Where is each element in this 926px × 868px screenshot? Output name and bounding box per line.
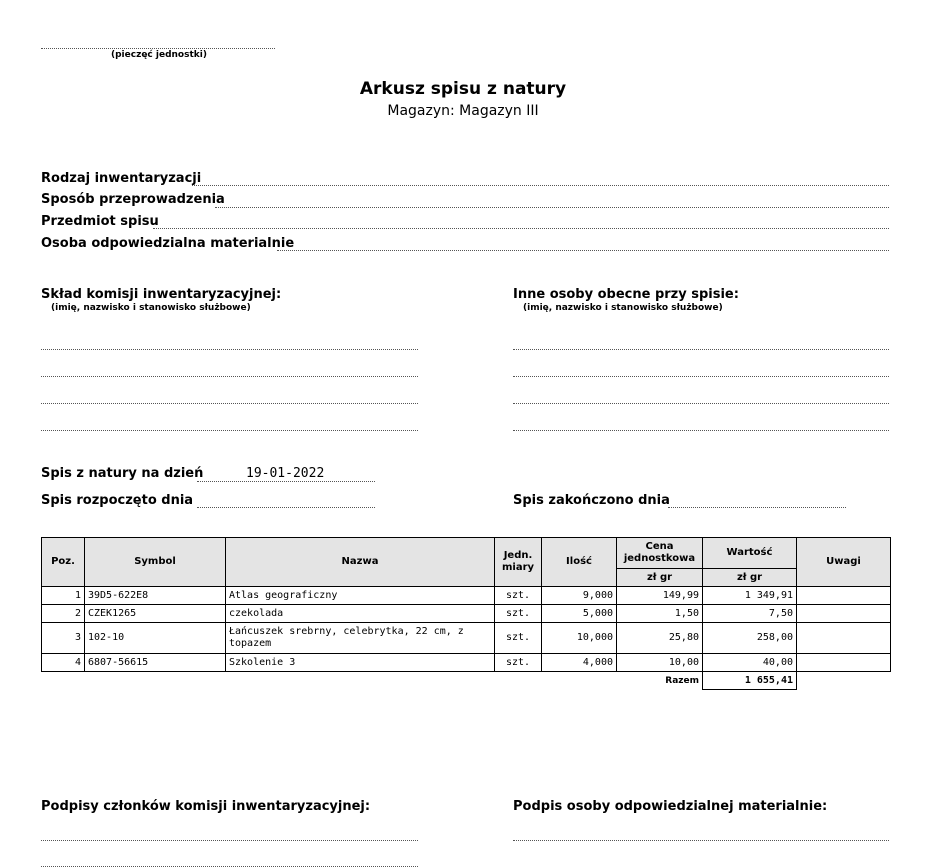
others-line	[513, 349, 889, 350]
responsible-person-label: Osoba odpowiedzialna materialnie	[41, 236, 295, 251]
row-value: 1 349,91	[703, 587, 797, 605]
header-unit: Jedn. miary	[495, 538, 542, 587]
row-qty: 9,000	[542, 587, 617, 605]
others-line	[513, 376, 889, 377]
started-line	[197, 507, 375, 508]
total-row	[42, 672, 891, 690]
commission-line	[41, 376, 418, 377]
row-price: 10,00	[617, 654, 703, 672]
row-unit: szt.	[495, 623, 542, 654]
page-title: Arkusz spisu z natury	[359, 79, 567, 99]
started-label: Spis rozpoczęto dnia	[41, 493, 194, 508]
commission-signatures-label: Podpisy członków komisji inwentaryzacyjnej:	[41, 799, 371, 814]
row-pos: 1	[42, 587, 85, 605]
row-price: 149,99	[617, 587, 703, 605]
row-notes	[797, 587, 891, 605]
responsible-person-line	[277, 250, 889, 251]
header-price: Cena jednostkowa	[617, 538, 703, 569]
row-symbol: 102-10	[85, 623, 226, 654]
row-symbol: 39D5-622E8	[85, 587, 226, 605]
header-pos: Poz.	[42, 538, 85, 587]
others-line	[513, 403, 889, 404]
as-of-line	[197, 481, 375, 482]
header-name: Nazwa	[226, 538, 495, 587]
header-value-unit: zł gr	[703, 569, 797, 587]
row-notes	[797, 654, 891, 672]
finished-label: Spis zakończono dnia	[513, 493, 670, 508]
commission-signature-line	[41, 866, 418, 867]
row-qty: 10,000	[542, 623, 617, 654]
row-notes	[797, 605, 891, 623]
inventory-table	[41, 537, 891, 690]
responsible-signature-line	[513, 840, 889, 841]
method-label: Sposób przeprowadzenia	[41, 192, 225, 207]
header-qty: Ilość	[542, 538, 617, 587]
responsible-signature-label: Podpis osoby odpowiedzialnej materialnie:	[513, 799, 828, 814]
row-unit: szt.	[495, 587, 542, 605]
method-line	[215, 207, 889, 208]
row-symbol: 6807-56615	[85, 654, 226, 672]
row-symbol: CZEK1265	[85, 605, 226, 623]
header-price-unit: zł gr	[617, 569, 703, 587]
as-of-value: 19-01-2022	[246, 466, 325, 481]
row-value: 7,50	[703, 605, 797, 623]
row-name: Szkolenie 3	[226, 654, 495, 672]
header-symbol: Symbol	[85, 538, 226, 587]
warehouse-subtitle: Magazyn: Magazyn III	[387, 103, 539, 119]
inventory-type-line	[192, 185, 889, 186]
commission-line	[41, 430, 418, 431]
header-value: Wartość	[703, 538, 797, 569]
stamp-label: (pieczęć jednostki)	[111, 50, 207, 60]
row-notes	[797, 623, 891, 654]
row-value: 258,00	[703, 623, 797, 654]
table-row	[42, 623, 891, 654]
header-notes: Uwagi	[797, 538, 891, 587]
subject-label: Przedmiot spisu	[41, 214, 159, 229]
commission-line	[41, 349, 418, 350]
row-qty: 4,000	[542, 654, 617, 672]
commission-signature-line	[41, 840, 418, 841]
total-label: Razem	[665, 675, 699, 686]
row-value: 40,00	[703, 654, 797, 672]
as-of-label: Spis z natury na dzień	[41, 466, 204, 481]
row-name: Łańcuszek srebrny, celebrytka, 22 cm, z topazem	[226, 623, 495, 654]
others-line	[513, 430, 889, 431]
stamp-line	[41, 48, 275, 49]
row-name: czekolada	[226, 605, 495, 623]
row-pos: 3	[42, 623, 85, 654]
row-qty: 5,000	[542, 605, 617, 623]
commission-hint: (imię, nazwisko i stanowisko służbowe)	[51, 303, 251, 313]
table-row	[42, 654, 891, 672]
row-pos: 4	[42, 654, 85, 672]
inventory-type-label: Rodzaj inwentaryzacji	[41, 171, 202, 186]
row-price: 1,50	[617, 605, 703, 623]
row-price: 25,80	[617, 623, 703, 654]
table-row	[42, 605, 891, 623]
others-title: Inne osoby obecne przy spisie:	[513, 287, 739, 302]
row-unit: szt.	[495, 605, 542, 623]
row-pos: 2	[42, 605, 85, 623]
total-value: 1 655,41	[703, 672, 797, 690]
table-row	[42, 587, 891, 605]
row-unit: szt.	[495, 654, 542, 672]
commission-line	[41, 403, 418, 404]
commission-title: Skład komisji inwentaryzacyjnej:	[41, 287, 282, 302]
finished-line	[668, 507, 846, 508]
subject-line	[153, 228, 889, 229]
others-hint: (imię, nazwisko i stanowisko służbowe)	[523, 303, 723, 313]
row-name: Atlas geograficzny	[226, 587, 495, 605]
